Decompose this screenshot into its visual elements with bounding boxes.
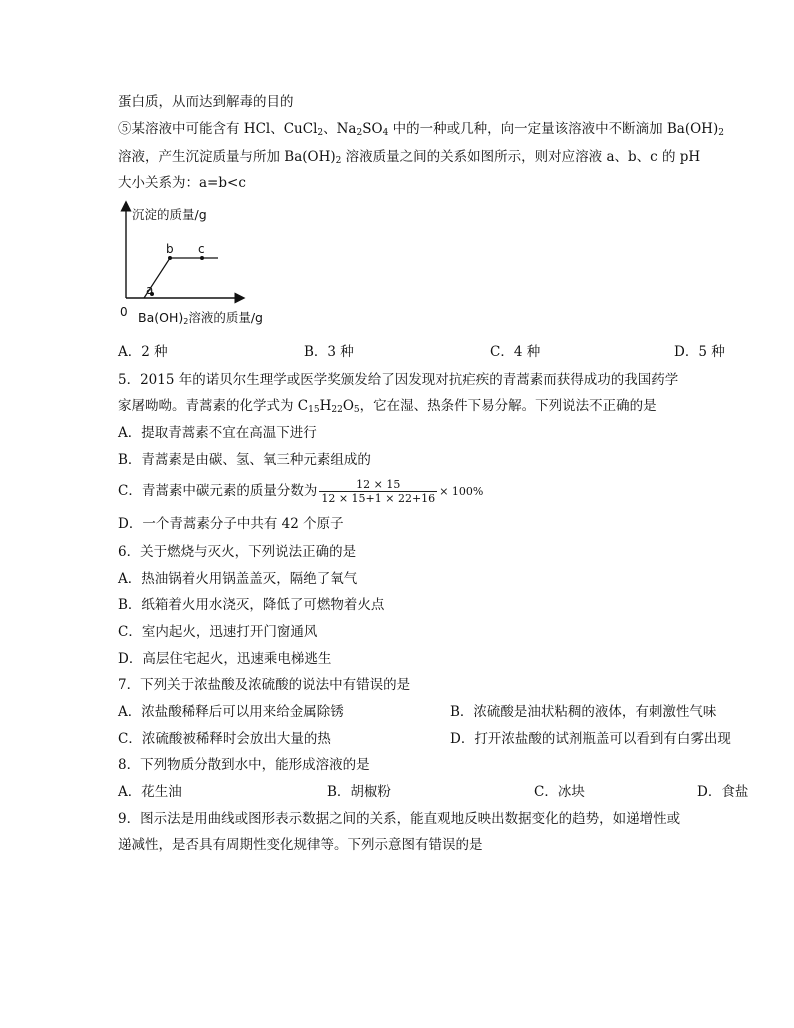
q5-option-b: B．青蒿素是由碳、氢、氧三种元素组成的 bbox=[118, 452, 371, 468]
q8-option-c: C．冰块 bbox=[534, 784, 585, 800]
q6-option-c: C．室内起火，迅速打开门窗通风 bbox=[118, 624, 318, 640]
q4-option-d: D．5 种 bbox=[674, 344, 725, 360]
q7-option-b: B．浓硫酸是油状粘稠的液体，有刺激性气味 bbox=[450, 704, 717, 720]
mass-fraction-formula: $\frac{12 \times 15}{12 \times 15+1 \times 22+16}$ bbox=[321, 478, 436, 505]
q4-option-c: C．4 种 bbox=[490, 344, 541, 360]
q5-stem-line: 家屠呦呦。青蒿素的化学式为 $C_{15}H_{22}O_5$，它在湿、热条件下易分解。下列说法不正确的是 bbox=[118, 398, 657, 415]
q7-option-a: A．浓盐酸稀释后可以用来给金属除锈 bbox=[118, 704, 344, 720]
q6-stem: 6．关于燃烧与灭火，下列说法正确的是 bbox=[118, 544, 357, 560]
q8-stem: 8．下列物质分散到水中，能形成溶液的是 bbox=[118, 757, 370, 773]
q5-stem-line: 5．2015 年的诺贝尔生理学或医学奖颁发给了因发现对抗疟疾的青蒿素而获得成功的我国药学 bbox=[118, 372, 679, 388]
q5-option-a: A．提取青蒿素不宜在高温下进行 bbox=[118, 425, 317, 441]
x-axis-label: Ba(OH)2溶液的质量/g bbox=[138, 310, 263, 326]
q7-stem: 7．下列关于浓盐酸及浓硫酸的说法中有错误的是 bbox=[118, 677, 411, 693]
q4-option-b: B．3 种 bbox=[304, 344, 354, 360]
q5-option-c: C．青蒿素中碳元素的质量分数为 $\frac{12 \times 15}{12 \times 15+1 \times 22+16}$ × 100% bbox=[118, 478, 484, 505]
origin-label: 0 bbox=[120, 305, 128, 319]
question-4-stem-line: ⑤某溶液中可能含有 HCl、CuCl$_2$、$Na_2SO_4$ 中的一种或几种，向一定量该溶液中不断滴加 $Ba(OH)_2$ bbox=[118, 121, 724, 138]
question-4-stem-line: 大小关系为：a=b<c bbox=[118, 175, 246, 191]
q8-option-b: B．胡椒粉 bbox=[327, 784, 391, 800]
point-c bbox=[200, 256, 204, 260]
point-b bbox=[168, 256, 172, 260]
q6-option-d: D．高层住宅起火，迅速乘电梯逃生 bbox=[118, 651, 332, 667]
text-line: 蛋白质，从而达到解毒的目的 bbox=[118, 94, 294, 110]
y-axis-label: 沉淀的质量/g bbox=[132, 207, 207, 222]
curve bbox=[144, 258, 218, 298]
q7-option-d: D．打开浓盐酸的试剂瓶盖可以看到有白雾出现 bbox=[450, 731, 731, 747]
q8-option-d: D．食盐 bbox=[697, 784, 749, 800]
question-4-stem-line: 溶液，产生沉淀质量与所加 $Ba(OH)_2$ 溶液质量之间的关系如图所示，则对应溶液 a、b、c 的 pH bbox=[118, 149, 701, 166]
q7-option-c: C．浓硫酸被稀释时会放出大量的热 bbox=[118, 731, 331, 747]
q8-option-a: A．花生油 bbox=[118, 784, 182, 800]
point-c-label: c bbox=[198, 242, 205, 256]
point-a-label: a bbox=[146, 283, 154, 297]
circled-number: ⑤ bbox=[118, 121, 132, 137]
q4-option-a: A．2 种 bbox=[118, 344, 168, 360]
q5-option-d: D．一个青蒿素分子中共有 42 个原子 bbox=[118, 516, 344, 532]
q6-option-b: B．纸箱着火用水浇灭，降低了可燃物着火点 bbox=[118, 597, 385, 613]
q9-stem-line: 9．图示法是用曲线或图形表示数据之间的关系，能直观地反映出数据变化的趋势，如递增性或 bbox=[118, 811, 681, 827]
q6-option-a: A．热油锅着火用锅盖盖灭，隔绝了氧气 bbox=[118, 571, 358, 587]
precipitate-graph bbox=[112, 200, 282, 330]
point-b-label: b bbox=[166, 242, 174, 256]
q9-stem-line: 递减性，是否具有周期性变化规律等。下列示意图有错误的是 bbox=[118, 837, 483, 853]
